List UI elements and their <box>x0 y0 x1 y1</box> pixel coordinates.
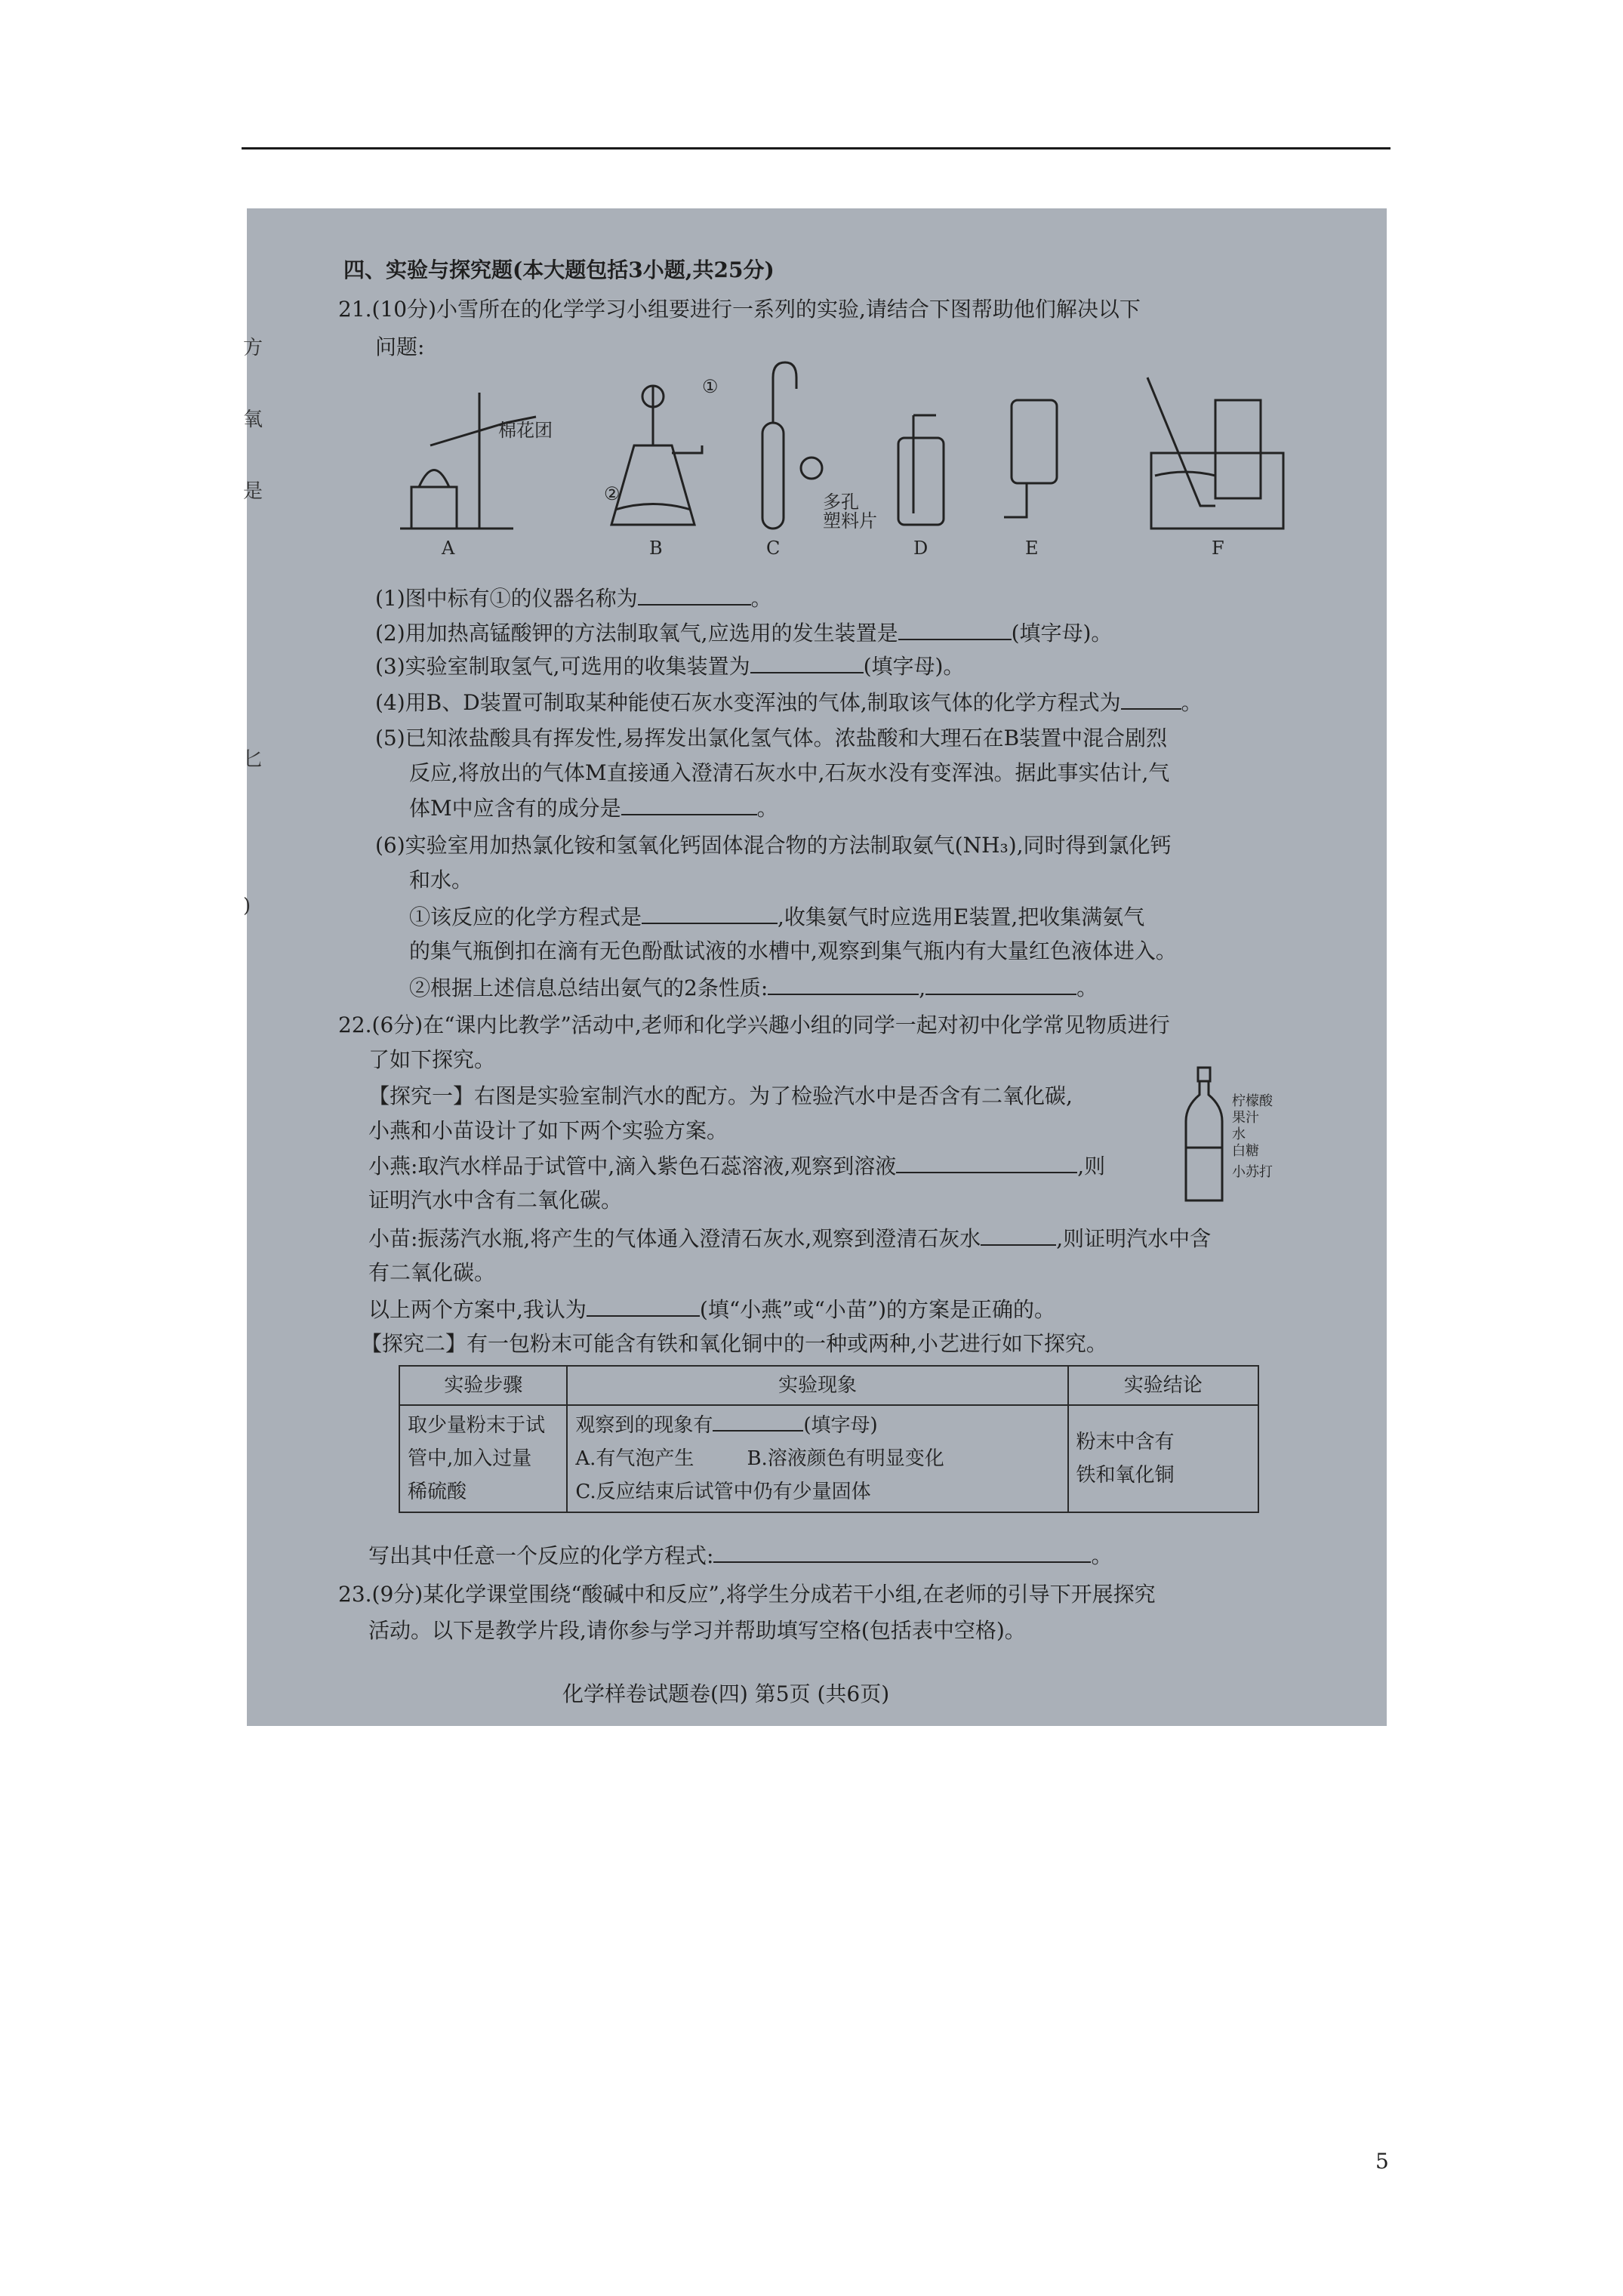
q21-part6-line5: ②根据上述信息总结出氨气的2条性质: , 。 <box>409 972 1098 1003</box>
figure-label-c: C <box>766 538 781 559</box>
margin-char: 氧 <box>243 408 263 431</box>
q22-intro-line2: 了如下探究。 <box>368 1047 496 1072</box>
q22-explore1-line1: 【探究一】右图是实验室制汽水的配方。为了检验汽水中是否含有二氧化碳, <box>368 1083 1073 1108</box>
table-cell-step: 取少量粉末于试 管中,加入过量 稀硫酸 <box>399 1405 567 1512</box>
table-cell-conclusion: 粉末中含有 铁和氧化铜 <box>1068 1405 1258 1512</box>
header-rule <box>242 147 1390 149</box>
soda-bottle-drawing <box>1181 1065 1227 1208</box>
bottle-label: 柠檬酸 <box>1232 1093 1273 1109</box>
figure-label-d: D <box>913 538 929 559</box>
table-header: 实验现象 <box>567 1366 1067 1405</box>
table-cell-phenomenon: 观察到的现象有 (填字母) A.有气泡产生 B.溶液颜色有明显变化 C.反应结束后试管中仍有少量固体 <box>567 1405 1067 1512</box>
q23-intro-line1: 23.(9分)某化学课堂围绕“酸碱中和反应”,将学生分成若干小组,在老师的引导下开展探究 <box>338 1582 1156 1607</box>
q22-intro-line1: 22.(6分)在“课内比教学”活动中,老师和化学兴趣小组的同学一起对初中化学常见物质进行 <box>338 1012 1170 1037</box>
bottle-label: 果汁 <box>1232 1110 1259 1126</box>
page-number: 5 <box>1375 2149 1389 2174</box>
page-footer: 化学样卷试题卷(四) 第5页 (共6页) <box>562 1681 890 1706</box>
q22-xiaomiao-line2: 有二氧化碳。 <box>368 1260 496 1285</box>
q21-part6-line1: (6)实验室用加热氯化铵和氢氧化钙固体混合物的方法制取氨气(NH₃),同时得到氯化钙 <box>375 833 1172 858</box>
q21-part5-line1: (5)已知浓盐酸具有挥发性,易挥发出氯化氢气体。浓盐酸和大理石在B装置中混合剧烈 <box>375 726 1168 750</box>
q21-intro-line2: 问题: <box>375 334 425 359</box>
table-header: 实验结论 <box>1068 1366 1258 1405</box>
q21-part6-line3: ①该反应的化学方程式是 ,收集氨气时应选用E装置,把收集满氨气 <box>409 901 1144 932</box>
q22-xiaomiao-line1: 小苗:振荡汽水瓶,将产生的气体通入澄清石灰水,观察到澄清石灰水 ,则证明汽水中含 <box>368 1223 1211 1254</box>
bottle-label: 水 <box>1232 1126 1246 1142</box>
mark-2: ② <box>604 483 621 504</box>
q22-explore1-line2: 小燕和小苗设计了如下两个实验方案。 <box>368 1118 728 1143</box>
q22-explore2-title: 【探究二】有一包粉末可能含有铁和氧化铜中的一种或两种,小艺进行如下探究。 <box>361 1331 1107 1356</box>
table-header: 实验步骤 <box>399 1366 567 1405</box>
q21-part2: (2)用加热高锰酸钾的方法制取氧气,应选用的发生装置是 (填字母)。 <box>375 618 1112 649</box>
cotton-label: 棉花团 <box>498 420 553 441</box>
figure-label-e: E <box>1025 538 1039 559</box>
mark-1: ① <box>702 376 719 397</box>
q21-part4: (4)用B、D装置可制取某种能使石灰水变浑浊的气体,制取该气体的化学方程式为 。 <box>375 687 1203 718</box>
figure-label-a: A <box>442 538 455 559</box>
q21-part5-line3: 体M中应含有的成分是 。 <box>409 793 778 824</box>
margin-char: ) <box>243 895 251 917</box>
q23-intro-line2: 活动。以下是教学片段,请你参与学习并帮助填写空格(包括表中空格)。 <box>368 1618 1026 1643</box>
porous-label-1: 多孔 <box>823 492 859 513</box>
margin-char: 匕 <box>243 748 263 771</box>
margin-char: 方 <box>243 337 263 359</box>
q22-xiaoyan-line1: 小燕:取汽水样品于试管中,滴入紫色石蕊溶液,观察到溶液 ,则 <box>368 1151 1105 1182</box>
q22-xiaoyan-line2: 证明汽水中含有二氧化碳。 <box>368 1188 623 1213</box>
q21-part3: (3)实验室制取氢气,可选用的收集装置为 (填字母)。 <box>375 651 964 682</box>
q21-part1: (1)图中标有①的仪器名称为 。 <box>375 583 772 614</box>
margin-char: 是 <box>243 480 263 503</box>
bottle-label: 小苏打 <box>1232 1164 1273 1180</box>
q21-part5-line2: 反应,将放出的气体M直接通入澄清石灰水中,石灰水没有变浑浊。据此事实估计,气 <box>409 760 1170 785</box>
q22-equation-line: 写出其中任意一个反应的化学方程式: 。 <box>368 1540 1112 1571</box>
apparatus-figure <box>385 355 1336 559</box>
porous-label-2: 塑料片 <box>823 510 877 532</box>
q21-intro-line1: 21.(10分)小雪所在的化学学习小组要进行一系列的实验,请结合下图帮助他们解决以下 <box>338 297 1141 322</box>
experiment-table <box>399 1365 1259 1513</box>
q22-choice-line: 以上两个方案中,我认为 (填“小燕”或“小苗”)的方案是正确的。 <box>368 1294 1055 1325</box>
figure-label-b: B <box>649 538 663 559</box>
section-title: 四、实验与探究题(本大题包括3小题,共25分) <box>343 257 775 282</box>
bottle-label: 白糖 <box>1232 1143 1259 1159</box>
q21-part6-line4: 的集气瓶倒扣在滴有无色酚酞试液的水槽中,观察到集气瓶内有大量红色液体进入。 <box>409 938 1177 963</box>
q21-part6-line2: 和水。 <box>409 868 473 892</box>
figure-label-f: F <box>1212 538 1224 559</box>
